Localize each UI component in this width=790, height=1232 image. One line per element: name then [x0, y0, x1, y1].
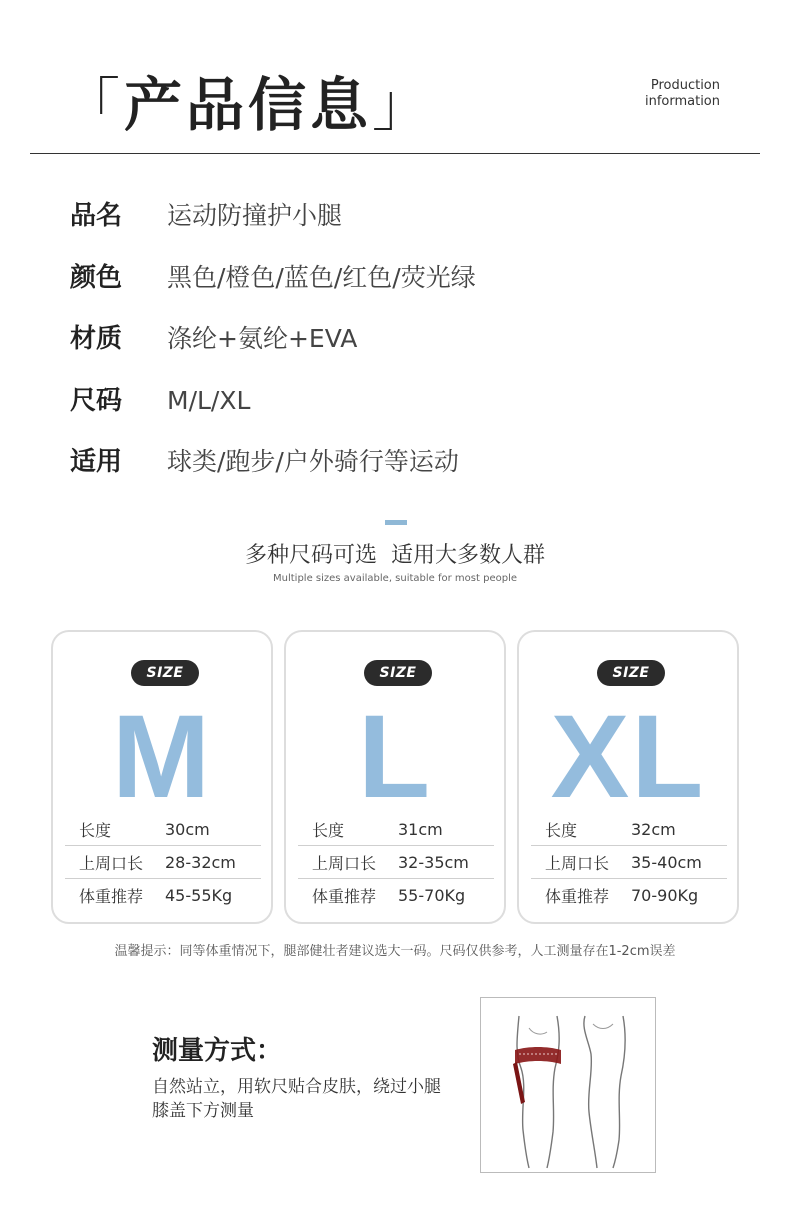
info-key: 材质 — [70, 324, 123, 354]
size-row — [298, 879, 494, 912]
size-badge: SIZE — [364, 660, 432, 686]
size-row-key: 上周口长 — [312, 853, 377, 873]
measure-description: 自然站立，用软尺贴合皮肤，绕过小腿膝盖下方测量 — [152, 1077, 441, 1121]
measure-illustration — [480, 997, 656, 1173]
info-row-name — [70, 190, 720, 252]
bracket-open: 「 — [62, 71, 125, 139]
size-letter: XL — [550, 691, 706, 823]
size-badge: SIZE — [131, 660, 199, 686]
size-row-value: 30cm — [165, 819, 210, 839]
size-badge: SIZE — [597, 660, 665, 686]
info-key: 品名 — [70, 201, 123, 231]
size-row-value: 32cm — [631, 819, 676, 839]
info-value: 黑色/橙色/蓝色/红色/荧光绿 — [167, 262, 476, 292]
title-text: 产品信息 — [124, 71, 373, 139]
size-row-value: 45-55Kg — [165, 886, 233, 905]
info-row-material — [70, 313, 720, 375]
info-value: 运动防撞护小腿 — [167, 201, 343, 230]
size-card-l — [284, 630, 506, 924]
size-row-key: 体重推荐 — [79, 887, 144, 906]
size-row-value: 35-40cm — [631, 852, 702, 872]
size-row-key: 长度 — [79, 820, 112, 840]
info-row-usage — [70, 436, 720, 498]
page-title — [62, 58, 434, 142]
header-english — [600, 78, 720, 110]
size-row — [531, 846, 727, 879]
measure-title: 测量方式： — [152, 1036, 283, 1066]
size-card-xl — [517, 630, 739, 924]
size-note: 温馨提示：同等体重情况下，腿部健壮者建议选大一码。尺码仅供参考，人工测量存在1-2cm误差 — [114, 944, 676, 959]
size-row-value: 31cm — [398, 819, 443, 839]
size-row — [65, 813, 261, 846]
size-row-key: 上周口长 — [545, 853, 610, 873]
info-row-color — [70, 252, 720, 314]
section-subtitle: Multiple sizes available, suitable for most people — [273, 573, 517, 584]
header — [0, 0, 790, 155]
size-row — [65, 879, 261, 912]
info-key: 颜色 — [70, 262, 123, 293]
product-info-list — [70, 190, 720, 498]
size-row-value: 55-70Kg — [398, 886, 466, 905]
header-en-line2: information — [644, 94, 720, 109]
size-row — [531, 879, 727, 912]
size-row-key: 上周口长 — [79, 853, 144, 873]
info-key: 尺码 — [70, 385, 123, 416]
size-row-value: 28-32cm — [165, 852, 236, 872]
size-row-value: 32-35cm — [398, 852, 469, 872]
size-letter: M — [111, 691, 213, 823]
size-row — [531, 813, 727, 846]
info-row-size — [70, 375, 720, 437]
size-row-key: 长度 — [312, 820, 345, 840]
bracket-close: 」 — [372, 71, 435, 139]
section-accent-bar — [385, 520, 407, 525]
size-table — [298, 813, 494, 912]
info-value: M/L/XL — [167, 385, 251, 415]
info-key: 适用 — [70, 447, 123, 477]
size-row-key: 长度 — [545, 820, 578, 840]
size-row — [65, 846, 261, 879]
leg-measure-icon — [481, 998, 655, 1172]
size-table — [531, 813, 727, 912]
size-row — [298, 846, 494, 879]
header-en-line1: Production — [650, 78, 720, 93]
size-card-m — [51, 630, 273, 924]
size-table — [65, 813, 261, 912]
size-letter: L — [357, 691, 433, 823]
size-row-value: 70-90Kg — [631, 886, 699, 905]
info-value: 球类/跑步/户外骑行等运动 — [167, 447, 459, 476]
info-value: 涤纶+氨纶+EVA — [167, 324, 358, 353]
size-row-key: 体重推荐 — [545, 887, 610, 906]
size-row — [298, 813, 494, 846]
header-divider — [30, 153, 760, 154]
size-row-key: 体重推荐 — [312, 887, 377, 906]
section-title: 多种尺码可选 适用大多数人群 — [245, 543, 545, 568]
